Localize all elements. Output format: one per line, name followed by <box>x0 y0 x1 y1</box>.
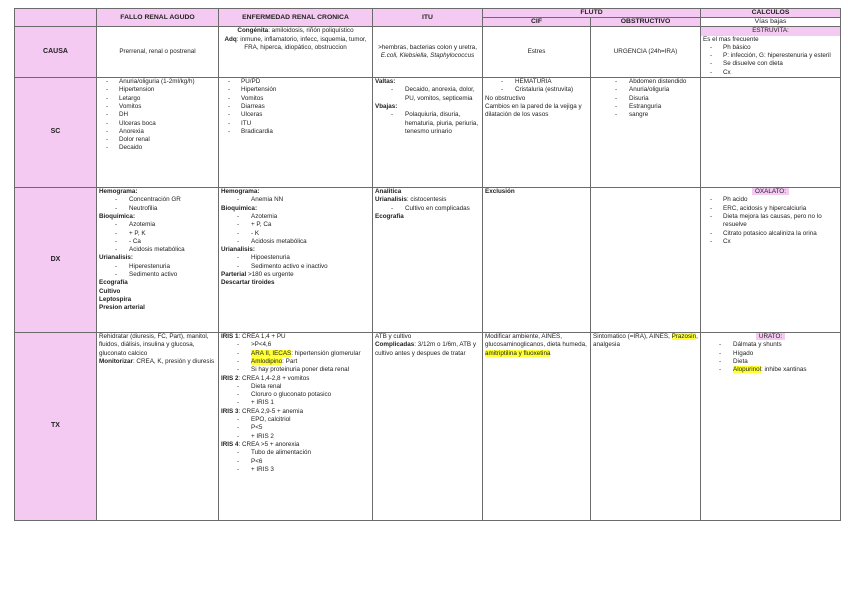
urato-list <box>703 341 838 366</box>
oxalato-item: - Citrato potasico alcaliniza la orina <box>703 230 838 238</box>
fra-bioquimica-item: - Azotemia <box>99 221 216 229</box>
urato-alopurinol-list <box>703 366 838 374</box>
iris2-text: : CREA 1,4-2,8 + vomitos <box>238 374 310 382</box>
oxalato-list <box>703 196 838 246</box>
oxalato-title <box>703 188 838 196</box>
iris2-item: - + IRIS 1 <box>221 399 370 407</box>
sc-erc-item: - Vomitos <box>221 95 370 103</box>
erc-bioquimica-label: Bioquimica: <box>221 204 258 212</box>
erc-congenita-label: Congénita <box>237 27 269 35</box>
erc-hemograma-item: - Anemia NN <box>221 196 370 204</box>
tx-calculos <box>701 333 841 521</box>
iris4-item: - + IRIS 3 <box>221 466 370 474</box>
itu-bajas-label: Vbajas: <box>375 102 398 110</box>
sc-obs-item: - sangre <box>593 111 698 119</box>
fra-extra-tests <box>99 279 216 312</box>
iris4-item: - Tubo de alimentación <box>221 449 370 457</box>
alopurinol-rest: : inhibe xantinas <box>761 366 807 374</box>
dx-erc <box>219 188 373 333</box>
itu-complicadas-label: Complicadas <box>375 341 415 349</box>
iris4-label: IRIS 4 <box>221 440 239 448</box>
header-cif: CIF <box>483 18 591 27</box>
urato-alopurinol <box>703 366 838 374</box>
oxalato-item: - Ph acido <box>703 196 838 204</box>
fra-extra-item: Ecografía <box>99 279 128 287</box>
erc-bioquimica-item: - Azotemia <box>221 213 370 221</box>
obs-tx-rest: , analgesia <box>593 333 698 349</box>
itu-tx-text: ATB y cultivo <box>375 333 412 341</box>
iris3-item: - P<5 <box>221 424 370 432</box>
tx-cif <box>483 333 591 521</box>
sc-fra-item: - Anuria/oliguria (1-2ml/kg/h) <box>99 78 216 86</box>
estruvita-title <box>701 27 840 35</box>
header-obstructivo: OBSTRUCTIVO <box>591 18 701 27</box>
sc-calculos <box>701 78 841 188</box>
iris2-item: - Dieta renal <box>221 383 370 391</box>
dx-cif <box>483 188 591 333</box>
erc-adq-label: Adq <box>224 35 237 43</box>
estruvita-item: - Ph básico <box>703 44 838 52</box>
tx-itu <box>373 333 483 521</box>
row-sc: SC <box>15 78 97 188</box>
iris1-item-amlo <box>221 358 370 366</box>
fra-monitorizar <box>99 358 216 366</box>
iris1-item-proteinuria: - Si hay proteinuria poner dieta renal <box>221 366 370 374</box>
sc-erc-item: - ITU <box>221 120 370 128</box>
sc-obs-item: - Disuria <box>593 95 698 103</box>
estruvita-item: - Cx <box>703 69 838 77</box>
sc-itu <box>373 78 483 188</box>
erc-urianalisis-list <box>221 254 370 271</box>
erc-urianalisis-item: - Sedimento activo e inactivo <box>221 263 370 271</box>
erc-parterial-text: >180 es urgente <box>246 271 294 279</box>
summary-table <box>14 8 841 521</box>
iris2 <box>221 375 370 383</box>
iris3 <box>221 408 370 416</box>
sc-erc-item: - Hipertensión <box>221 86 370 94</box>
erc-adq-text: : inmune, inflamatorio, infecc, isquemia, tumor, FRA, hiperca, idiopático, obstruccion <box>236 35 367 51</box>
itu-ecografia: Ecografia <box>375 212 404 220</box>
fra-monitorizar-text: : CREA, K, presión y diuresis <box>132 357 215 365</box>
iris4-item: - P<6 <box>221 458 370 466</box>
causa-itu <box>373 27 483 78</box>
fra-bioquimica-label: Bioquimica: <box>99 212 136 220</box>
estruvita-text: Es el mas frecuente <box>703 35 759 43</box>
sc-cif-list <box>485 78 588 95</box>
fra-monitorizar-label: Monitorizar <box>99 357 133 365</box>
erc-hemograma-label: Hemograma: <box>221 188 260 196</box>
iris1-ara-highlight: ARA II, IECAS <box>251 349 292 357</box>
fra-urianalisis-list <box>99 263 216 280</box>
itu-causa-bacterias: E.coli, Klebsiella, Staphylococcus <box>380 52 475 60</box>
fra-urianalisis-label: Urianalisis: <box>99 254 133 262</box>
sc-erc <box>219 78 373 188</box>
iris1-list <box>221 341 370 374</box>
cif-tx-text: Modificar ambiente, AINES, glucosaminoglicanos, dieta humeda, <box>485 333 587 349</box>
tx-fra <box>97 333 219 521</box>
urato-item: - Dálmata y shunts <box>703 341 838 349</box>
iris4 <box>221 441 370 449</box>
erc-urianalisis-item: - Hipoestenuria <box>221 254 370 262</box>
iris3-item: - EPO, calcitriol <box>221 416 370 424</box>
header-erc: ENFERMEDAD RENAL CRONICA <box>219 9 373 27</box>
sc-cif <box>483 78 591 188</box>
dx-calculos <box>701 188 841 333</box>
sc-obs-item: - Anuria/oliguria <box>593 86 698 94</box>
iris1-amlo-highlight: Amlodipino <box>251 357 283 365</box>
sc-obstructivo <box>591 78 701 188</box>
erc-tiroides: Descartar tiroides <box>221 279 275 287</box>
dx-fra <box>97 188 219 333</box>
corner-cell <box>15 9 97 27</box>
iris4-text: : CREA >5 + anorexia <box>238 440 300 448</box>
alopurinol-highlight: Alopurinol <box>733 366 762 374</box>
itu-bajas-list <box>375 111 480 136</box>
urato-item: - Hígado <box>703 350 838 358</box>
sc-cif-item: - HEMATURIA <box>485 78 588 86</box>
sc-fra-list <box>99 78 216 153</box>
erc-urianalisis-label: Urianalisis: <box>221 246 255 254</box>
itu-complicadas <box>375 341 480 358</box>
erc-congenita-text: : amiloidosis, riñón poliquístico <box>268 27 354 35</box>
causa-obstructivo: URGENCIA (24h=IRA) <box>591 27 701 78</box>
fra-extra-item: Cultivo <box>99 287 121 295</box>
erc-bioquimica-list <box>221 213 370 246</box>
urato-item: - Dieta <box>703 358 838 366</box>
fra-bioquimica-item: - + P, K <box>99 230 216 238</box>
sc-obs-item: - Estranguria <box>593 103 698 111</box>
erc-parterial <box>221 271 370 279</box>
sc-erc-item: - Bradicardia <box>221 128 370 136</box>
row-tx: TX <box>15 333 97 521</box>
sc-obs-item: - Abdomen distendido <box>593 78 698 86</box>
sc-fra <box>97 78 219 188</box>
oxalato-item: - Cx <box>703 238 838 246</box>
estruvita-list <box>703 44 838 77</box>
itu-causa-text: >hembras, bacterias colon y uretra, <box>378 43 477 51</box>
estruvita-item: - Se disuelve con dieta <box>703 60 838 68</box>
fra-urianalisis-item: - Hiperestenuria <box>99 263 216 271</box>
sc-fra-item: - Vomitos <box>99 103 216 111</box>
urato-title <box>703 333 838 341</box>
erc-hemograma-list <box>221 196 370 204</box>
dx-obstructivo <box>591 188 701 333</box>
header-calculos: CALCULOS <box>701 9 841 18</box>
itu-urianalisis-item: - Cultivo en complicadas <box>375 205 480 213</box>
iris1-label: IRIS 1 <box>221 333 239 341</box>
estruvita-label: ESTRUVITA: <box>752 27 789 35</box>
iris1-text: : CREA 1,4 + PU <box>238 333 286 341</box>
iris1-amlo-rest: : Part <box>282 357 298 365</box>
oxalato-item: - Dieta mejora las causas, pero no lo resuelve <box>703 213 838 230</box>
header-fluto: FLUTD <box>483 9 701 18</box>
itu-urianalisis-list <box>375 205 480 213</box>
causa-cif: Estres <box>483 27 591 78</box>
fra-hemograma-item: - Concentración GR <box>99 196 216 204</box>
sc-fra-item: - Letargo <box>99 95 216 103</box>
fra-extra-item: Leptospira <box>99 295 132 303</box>
fra-bioquimica-list <box>99 221 216 254</box>
fra-urianalisis-item: - Sedimento activo <box>99 271 216 279</box>
sc-erc-list <box>221 78 370 136</box>
iris4-list <box>221 449 370 474</box>
header-fra: FALLO RENAL AGUDO <box>97 9 219 27</box>
itu-urianalisis-label: Urianalisis <box>375 196 407 204</box>
row-dx: DX <box>15 188 97 333</box>
iris1 <box>221 333 370 341</box>
causa-fra: Prerrenal, renal o postrenal <box>97 27 219 78</box>
fra-bioquimica-item: - - Ca <box>99 238 216 246</box>
iris2-item: - Cloruro o gluconato potasico <box>221 391 370 399</box>
iris3-text: : CREA 2,9-5 + anemia <box>238 407 304 415</box>
erc-bioquimica-item: - - K <box>221 230 370 238</box>
sc-erc-item: - PU/PD <box>221 78 370 86</box>
row-causa: CAUSA <box>15 27 97 78</box>
sc-erc-item: - Ulceras <box>221 111 370 119</box>
sc-fra-item: - Decaido <box>99 144 216 152</box>
itu-altas-item: - Decaido, anorexia, dolor, PU, vomitos, septicemia <box>375 86 480 103</box>
iris3-item: - + IRIS 2 <box>221 433 370 441</box>
fra-hemograma-list <box>99 196 216 213</box>
cif-cambios: Cambios en la pared de la vejiga y dilatación de los vasos <box>485 102 582 119</box>
dx-itu <box>373 188 483 333</box>
obs-tx-text: Sintomatico (=IRA), AINES, <box>593 333 672 341</box>
itu-urianalisis <box>375 196 480 204</box>
urato-label: URATO: <box>756 333 785 340</box>
itu-analitica: Analitica <box>375 188 402 196</box>
oxalato-item: - ERC, acidosis y hipercalciuria <box>703 205 838 213</box>
fra-hemograma-label: Hemograma: <box>99 188 138 196</box>
sc-fra-item: - Dolor renal <box>99 136 216 144</box>
itu-complicadas-text: : 3/12m o 1/6m, ATB y cultivo antes y despues de tratar <box>375 341 477 357</box>
itu-bajas-item: - Polaquiuria, disuria, hematuria, piuria, periuria, tenesmo urinario <box>375 111 480 136</box>
fra-tx-text: Rehidratar (diuresis, FC, Part), manitol, fluidos, diálisis, insulina y glucosa, gluconato calcico <box>99 333 209 357</box>
fra-bioquimica-item: - Acidosis metabólica <box>99 246 216 254</box>
tx-obstructivo <box>591 333 701 521</box>
estruvita-item: - P: infección, G: hiperestenuria y esteril <box>703 52 838 60</box>
sc-obs-list <box>593 78 698 119</box>
tx-erc <box>219 333 373 521</box>
sc-fra-item: - DH <box>99 111 216 119</box>
sc-cif-item: - Cristaluria (estruvita) <box>485 86 588 94</box>
header-itu: ITU <box>373 9 483 27</box>
iris2-list <box>221 383 370 408</box>
erc-parterial-label: Parterial <box>221 271 247 279</box>
itu-altas-list <box>375 86 480 103</box>
cif-exclusion: Exclusión <box>485 188 515 196</box>
sc-fra-item: - Ulceras boca <box>99 120 216 128</box>
fra-hemograma-item: - Neutrofilia <box>99 205 216 213</box>
cif-tx-highlight: amitriptilina y fluoxetina <box>485 349 551 357</box>
sc-erc-item: - Diarreas <box>221 103 370 111</box>
itu-urianalisis-text: : cistocentesis <box>406 196 447 204</box>
iris1-ara-rest: : hipertensión glomerular <box>291 349 361 357</box>
causa-erc <box>219 27 373 78</box>
sc-fra-item: - Hipertension <box>99 86 216 94</box>
oxalato-label: OXALATO: <box>752 188 789 195</box>
fra-extra-item: Presion arterial <box>99 304 145 312</box>
iris3-label: IRIS 3 <box>221 407 239 415</box>
obs-tx-highlight: Prazosin <box>671 333 697 341</box>
sc-fra-item: - Anorexia <box>99 128 216 136</box>
iris1-item-ara <box>221 350 370 358</box>
iris3-list <box>221 416 370 441</box>
itu-altas-label: Valtas: <box>375 78 396 86</box>
iris2-label: IRIS 2 <box>221 374 239 382</box>
erc-bioquimica-item: - Acidosis metabólica <box>221 238 370 246</box>
causa-calculos <box>701 27 841 78</box>
erc-bioquimica-item: - + P, Ca <box>221 221 370 229</box>
header-vias-bajas: Vías bajas <box>701 18 841 27</box>
iris1-item-p: - >P<4,6 <box>221 341 370 349</box>
cif-no-obstructivo: No obstructivo <box>485 94 526 102</box>
